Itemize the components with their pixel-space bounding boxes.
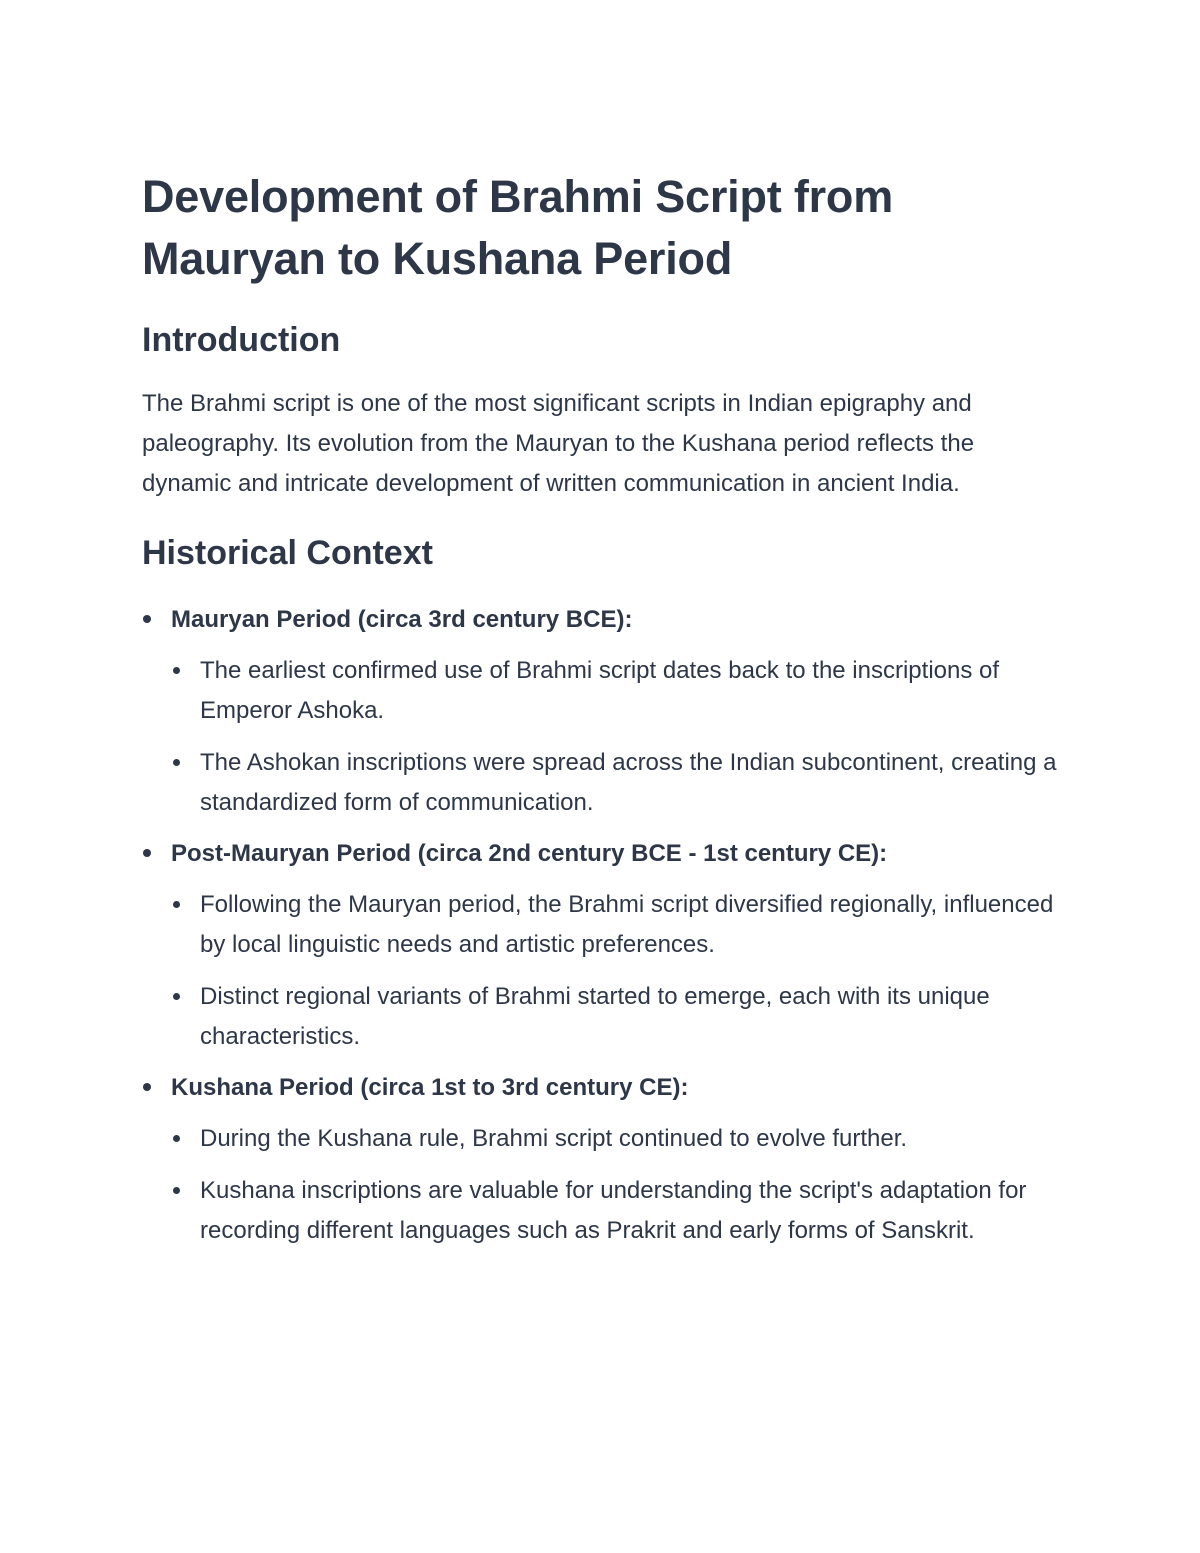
period-item-mauryan — [142, 600, 1062, 823]
point-text: The Ashokan inscriptions were spread across the Indian subcontinent, creating a standardized form of communication. — [200, 749, 1057, 816]
bullet-icon — [173, 667, 180, 674]
document-page — [142, 166, 1062, 1262]
list-item — [171, 977, 1062, 1057]
bullet-icon — [173, 759, 180, 766]
point-text: Following the Mauryan period, the Brahmi script diversified regionally, influenced by local linguistic needs and artistic preferences. — [200, 891, 1054, 958]
list-item — [171, 743, 1062, 823]
list-item — [171, 1119, 1062, 1159]
point-text: During the Kushana rule, Brahmi script continued to evolve further. — [200, 1125, 908, 1152]
point-text: Distinct regional variants of Brahmi started to emerge, each with its unique characteristics. — [200, 983, 990, 1050]
bullet-icon — [173, 901, 180, 908]
period-item-kushana — [142, 1068, 1062, 1251]
list-item — [171, 1171, 1062, 1251]
introduction-paragraph: The Brahmi script is one of the most significant scripts in Indian epigraphy and paleography. Its evolution from the Mauryan to the Kushana period reflects the dynamic and intricate development of written communication in ancient India. — [142, 390, 975, 497]
bullet-icon — [173, 1135, 180, 1142]
bullet-icon — [173, 993, 180, 1000]
bullet-icon — [143, 849, 151, 857]
bullet-icon — [173, 1187, 180, 1194]
page-title: Development of Brahmi Script from Mauryan to Kushana Period — [142, 171, 894, 284]
period-points-list — [171, 885, 1062, 1057]
period-title: Post-Mauryan Period (circa 2nd century BCE - 1st century CE): — [171, 840, 888, 867]
point-text: The earliest confirmed use of Brahmi script dates back to the inscriptions of Emperor Ashoka. — [200, 657, 1000, 724]
period-item-post-mauryan — [142, 834, 1062, 1057]
bullet-icon — [143, 615, 151, 623]
introduction-heading: Introduction — [142, 321, 341, 359]
period-points-list — [171, 651, 1062, 823]
period-points-list — [171, 1119, 1062, 1251]
point-text: Kushana inscriptions are valuable for understanding the script's adaptation for recording different languages such as Prakrit and early forms of Sanskrit. — [200, 1177, 1027, 1244]
historical-context-heading: Historical Context — [142, 534, 433, 572]
list-item — [171, 885, 1062, 965]
bullet-icon — [143, 1083, 151, 1091]
list-item — [171, 651, 1062, 731]
period-title: Kushana Period (circa 1st to 3rd century CE): — [171, 1074, 689, 1101]
periods-list — [142, 600, 1062, 1251]
period-title: Mauryan Period (circa 3rd century BCE): — [171, 606, 633, 633]
